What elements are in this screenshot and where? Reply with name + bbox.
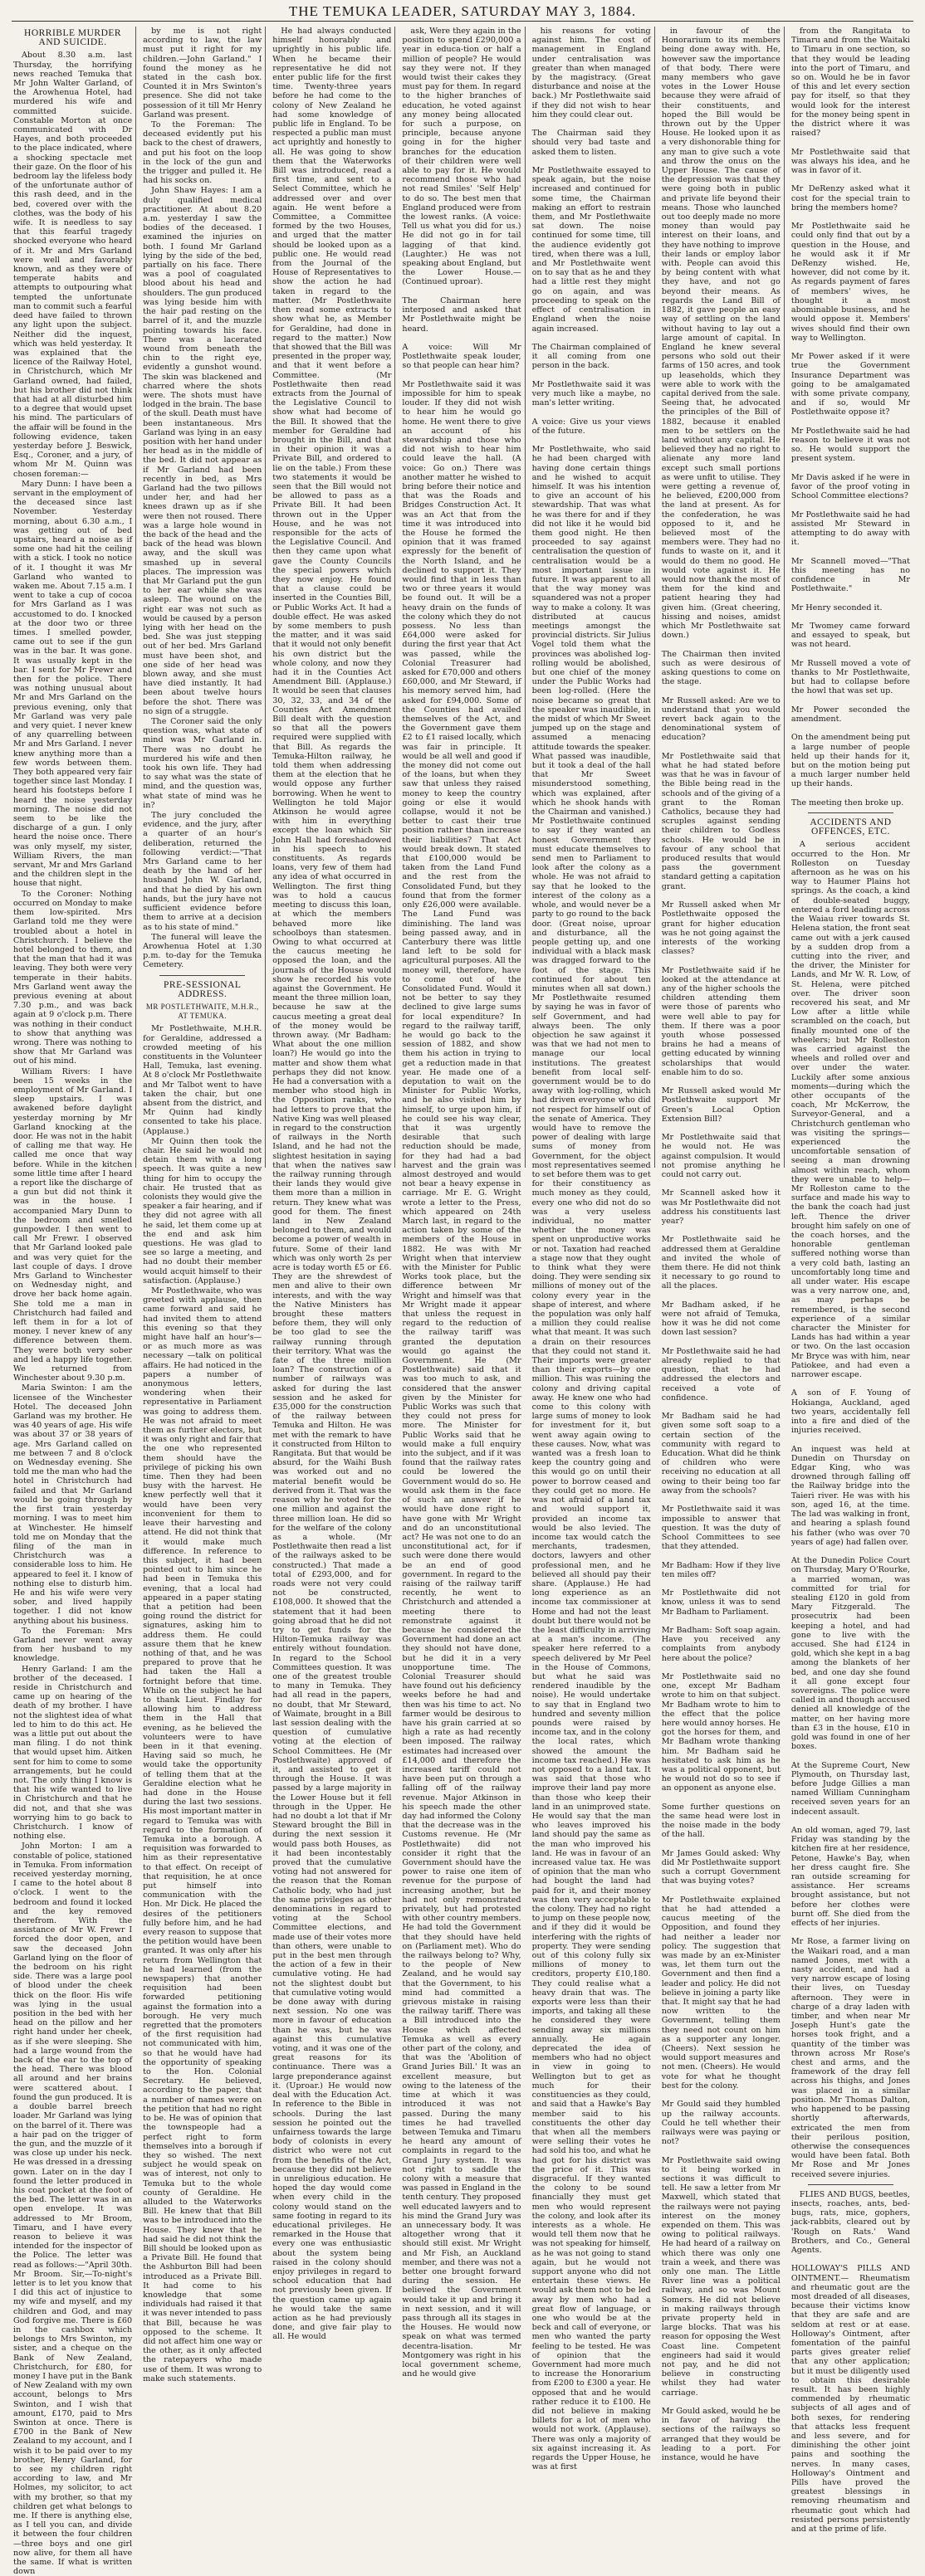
article-paragraph: To the Coroner: Nothing occurred on Monday to make them low-spirited. Mrs Garland told me they were troubled about a hotel in Christchurch. I believe the hotel belonged to them, and that the man that had it was leaving. They both were very temperate in their habits. Mrs Garland went away the previous evening at about 7.30 p.m., and was back again at 9 o'clock p.m. There was nothing in their conduct to show that anything was wrong. There was nothing to show that Mr Garland was out of his mind. [13,889,133,1066]
article-paragraph: The jury concluded the evidence, and the jury, after a quarter of an hour's deliberation, returned the following verdict:—"That Mrs Garland came to her death by the hand of her husband John W. Garland, and that he died by his own hands, but the jury have not sufficient evidence before them to arrive at a decision as to his state of mind." [143,811,262,932]
article-paragraph: Mr Postlethwaite, M.H.R. for Geraldine, addressed a crowded meeting of his constituents in the Volunteer Hall, Temuka, last evening. At 8 o'clock Mr Postlethwaite and Mr Talbot went to have taken the chair, but one absent from the district, and Mr Quinn had kindly consented to take his place. (Applause.) [143,1024,262,1136]
article-paragraph: To the Foreman: Mrs Garland never went away from her husband to my knowledge. [13,1626,133,1664]
address-subheadline: MR POSTLETHWAITE, M.H.R., AT TEMUKA. [145,1002,259,1021]
article-paragraph: Maria Swinton: I am the licensee of the Winchester Hotel. The deceased John Garland was my brother. He was 40 years of age. His wife was about 37 or 38 years of age. Mrs Garland called on me between 7 and 8 o'clock on Wednesday evening. She told me the man who had the hotel in Christchurch had failed and that Mr Garland would be going through by the first train yesterday morning. I was to meet him at Winchester. He himself told me on Monday that the filing of the man in Christchurch was a considerable loss to him. He appeared to feel it. I know of nothing else to disturb him. He and his wife were very sober, and lived happily together. I did not know anything about his business. [13,1383,133,1626]
article-paragraph: Mary Dunn: I have been a servant in the employment of the deceased since last November. Yesterday morning, about 6.30 a.m., I was getting out of bed upstairs, heard a noise as if some one had hit the ceiling with a stick. I took no notice of it. I thought it was Mr Garland who wanted to waken me. About 7.15 a.m. I went to take a cup of cocoa for Mrs Garland as I was accustomed to do. I knocked at the door two or three times. I smelled powder, came out to see if the gun was in the bar. It was gone. It was usually kept in the bar. I sent for Mr Frewr and then for the police. There was nothing unusual about Mr and Mrs Garland on the previous evening, only that Mr Garland was very pale and very quiet. I never knew of any quarrelling between Mr and Mrs Garland. I never knew anything more than a few words between them. They both appeared very fair together since last Monday. I heard his footsteps before I heard the noise yesterday morning. The noise did not seem to be like the discharge of a gun. I only heard the noise once. There was only myself, my sister, William Rivers, the man servant, Mr and Mrs Garland and the children slept in the house that night. [13,479,133,889]
article-paragraph: William Rivers: I have been 15 weeks in the employment of Mr Garland. I sleep upstairs. I was awakened before daylight yesterday morning by Mr Garland knocking at the door. He was not in the habit of calling me that way. He called me once that way before. While in the kitchen some little time after I heard a report like the discharge of a gun but did not think it was in the house. I accompanied Mary Dunn to the bedroom and smelled gunpowder. I then went to call Mr Frewr. I observed that Mr Garland looked pale and was very quiet for the last couple of days. I drove Mrs Garland to Winchester on Wednesday night, and drove her back home again. She told me a man in Christchurch had failed and left them in for a lot of money. I never knew of any difference between them. They were both very sober and led a happy life together. We returned from Winchester about 9.30 p.m. [13,1066,133,1383]
column-6 [660,27,785,2463]
article-paragraph: He had always conducted himself honorably and uprightly in his public life. When he became their representative he did not enter public life for the first time. Twenty-three years before he had come to the colony of New Zealand he had some knowledge of public life in England. To be respected a public man must act uprightly and honestly to all. He was going to show them that the Waterworks Bill was introduced, read a first time, and sent to a Select Committee, which he addressed over and over again. He went before a Committee, a Committee formed by the two Houses, and urged that the matter should be looked upon as a public one. He would read from the Journal of the House of Representatives to show the action he had taken in regard to the matter. (Mr Postlethwaite then read some extracts to show what he, as Member for Geraldine, had done in regard to the matter.) Now that showed that the Bill was presented in the proper way, and that it went before a Committee. (Mr Postlethwaite then read extracts from the Journal of the Legislative Council to show what had become of the Bill. It showed that the member for Geraldine had brought in the Bill, and that in their opinion it was a Private Bill, and ordered to lie on the table.) From these two statements it would be seen that the Bill would not be allowed to pass as a Private Bill. It had been thrown out in the Upper House, and he was not responsible for the acts of the Legislative Council. And then they came upon what gave the County Councils the special powers which they now enjoy. He found that a clause could be inserted in the Counties Bill, or Public Works Act. It had a double effect. He was asked by some members to push the matter, and it was said that it would not only benefit his own district but the whole colony, and now they had it in the Counties Act Amendment Bill. (Applause.) It would be seen that clauses 30, 32, 33, and 34 of the Counties Act Amendment Bill dealt with the question so that all the powers required were supplied with that Bill. As regards the Temuka-Hilton railway, he told them when addressing them at the election that he would oppose any further borrowing. When he went to Wellington he told Major Atkinson he would agree with him in everything except the loan which Sir John Hall had foreshadowed in his speech to his constituents. As regards loans, very few of them had any idea of what occurred in Wellington. The first thing was to hold a caucus meeting to discuss this loan, at which the members behaved more like schoolboys than statesmen. Owing to what occurred at the caucus meeting he opposed the loan, and the journals of the House would show he recorded his vote against the Government. He meant the three million loan, because he saw at the caucus meeting a great deal of the money would be thrown away. (Mr Badham: What about the one million loan?) He would go into the matter and show them what perhaps they did not know. He had a conversation with a member who stood high in the Opposition ranks, who had letters to prove that the Native King was well pleased in regard to the construction of railways in the North Island, and he had not the slightest hesitation in saying that when the natives saw the railway running through their lands they would give them more than a million in return. They knew what was good for them. The finest land in New Zealand belonged to them, and would become a power of wealth in future. Some of their land which was only worth 2s per acre is today worth £5 or £6. They are the shrewdest of men and alive to their own interests, and with the way the Native Ministers has brought these matters before them, they will only be too glad to see the railway running through their territory. What was the fate of the three million loan? The construction of a number of railways was asked for during the last session and he asked for £35,000 for the construction of the railway between Temuka and Hilton. He was met with the remark to have it constructed from Hilton to Rangitata. But that would be absurd, for the Waihi Bush was worked out and no material benefit would be derived from it. That was the reason why he voted for the one million and against the three million loan. He did so for the welfare of the colony as a whole. (Mr Postlethwaite then read a list of the railways asked to be constructed.) That made a total of £293,000, and for roads were not very could not be constructed, £108,000. It showed that the statement that it had been going abroad that he did not try to get funds for the Hilton-Temuka railway was entirely without foundation. In regard to the School Committees question. It was one of the greatest trouble to many in Temuka. They had all read in the papers, no doubt, that Mr Steward, of Waimate, brought in a Bill last session dealing with the question of cumulative voting at the election of School Committees. He (Mr Postlethwaite) approved of it, and assisted to get it through the House. It was passed by a large majority in the Lower House but it fell through in the Upper. He had no doubt a lot that if Mr Steward brought the Bill in during the next session it would pass both Houses, as it had been incontestably proved that the cumulative voting had not answered for the reason that the Roman Catholic body, who had just the same privileges as other denominations in regard to voting at the School Committee elections, and made use of their votes more than others, were unable to put in the best men through the action of a few in their cumulative voting. He had not the slightest doubt but that cumulative voting would be done away with during next session. No one was more in favour of education than he was, but he was against this cumulative voting, and it was one of the great reasons for its continuance. There was a large preponderance against it. (Uproar.) He would now deal with the Education Act. In reference to the Bible in schools. During the last session he pointed out the unfairness towards the large body of colonists in every district who were not cut from the benefits of the Act, because they did not believe in unreligious education. He hoped the day would come when every child in the colony would stand on the same footing in regard to its educational privileges. He remarked in the House that every one was enthusiastic about the system being raised in the colony should enjoy privileges in regard to school education that had not previously been given. If the question came up again he would take the same action as he had previously done, and give fair play to all. He would [272,27,392,2342]
address-headline: PRE-SESSIONAL ADDRESS. [164,979,242,999]
masthead-rule [12,21,913,22]
article-paragraph: ask, Were they again in the position to spend £290,000 a year in educa-tion or half a million of people? He would say they were not. If they would twist their cakes they must pay for them. In regard to the higher branches of education, he voted against any money being allocated for such a purpose, on principle, because anyone going in for the higher branches for the education of their children were well able to pay for it. He would recommend those who had not read Smiles' 'Self Help' to do so. The best men that England produced were from the lowest ranks. (A voice: Tell us what you did for us.) He did not go in for tail lagging of that kind. (Laughter.) He was not speaking about England, but the Lower House.—(Continued uproar). The Chairman here interposed and asked that Mr Postlethwaite might be heard. A voice: Will Mr Postlethwaite speak louder, so that people can hear him? Mr Postlethwaite said it was impossible for him to speak louder. If they did not wish to hear him he would go home. He went there to give an account of his stewardship and those who did not wish to hear him could leave the hall. (A voice: Go on.) There was another matter he wished to bring before their notice and that was the Roads and Bridges Construction Act. It was an Act that from the time it was introduced into the House he formed the opinion that it was framed expressly for the benefit of the North Island, and he declined to support it. They would find that in less than two or three years it would be found out. It will be a heavy drain on the funds of the colony which they do not possess. No less than £64,000 were asked for during the first year that Act was passed, while the Colonial Treasurer had asked for £70,000 and others £60,000, and Mr Steward, if his memory served him, had asked for £94,000. Some of the Counties had availed themselves of the Act, and the Government gave them £2 to £1 raised locally, which was fair in principle. It would be all well and good if the money did not come out of the loans, but when they saw that unless they raised money to keep the country going or else it would collapse, would it not be better to cast their true position rather than increase their liabilities? That Act would break down. It stated that £100,000 would be taken from the Land Fund and the rest from the Consolidated Fund, but they found that from the former only £26,000 were available. The Land Fund was diminishing. The land was being passed away, and in Canterbury there was little land left to be sold for agricultural purposes. All the money will, therefore, have to come out of the Consolidated Fund. Would it not be better to say they declined to give large sums for local expenditure? In regard to the railway tariff, he would go back to the session of 1882, and show them his action in trying to get a reduction made in that year. He made one of a deputation to wait on the Minister for Public Works, and he also visited him by himself, to urge upon him, if he could see his way clear, that it was urgently desirable that such reduction should be made, for they had had a bad harvest and the grain was almost destroyed and would not bear a heavy expense in carriage. Mr E. G. Wright wrote a letter to the Press, which appeared on 24th March last, in regard to the action taken by some of the members of the House in 1882. He was with Mr Wright when that interview with the Minister for Public Works took place, but the difference between Mr Wright and himself was that Mr Wright made it appear that unless the request in regard to the reduction of the railway tariff was granted the deputation would go against the Government. He (Mr Postlethwaite) said that it was too much to ask, and considered that the answer given by the Minister for Public Works was such that they could not press for more. The Minister for Public Works said that he would make a full enquiry into the subject, and if it was found that the railway rates could be lowered the Government would do so. He would ask them in the face of such an answer if he would have done right to have gone with Mr Wright and do an unconstitutional act? He was not one to do an unconstitutional act, for if such were done there would be an end of good government. In regard to the raising of the railway tariff recently, he went to Christchurch and attended a meeting there to remonstrate against it because he considered the Government had done an act they should not have done, but he did it in a very unopportune time. The Colonial Treasurer should have found out his deficiency weeks before he had and then was his time to act. No farmer would be desirous to have his grain carried at so high a rate as had recently been imposed. The railway estimates had increased over £14,000 and therefore the increased tariff could not have been put on through a falling off of the railway revenue. Major Atkinson in his speech made the other day had informed the Colony that the decrease was in the Customs revenue. He (Mr Postlethwaite) did not consider it right that the Government should have the power to raise one item of revenue for the purpose of increasing another, but he had not only remonstrated privately, but had protested with other country members. He had told the Government that they should have held on (Parliament met). Who do the railways belong to? Why, to the people of New Zealand, and he would say that the Government, to his mind had committed a grievous mistake in raising the railway tariff. There was a Bill introduced into the House which affected Temuka as well as every other part of the colony, and that was the 'Abolition of Grand Juries Bill.' It was an excellent measure, but owing to the lateness of the time at which it was introduced it was not passed. During the many times he had travelled between Temuka and Timaru he heard any amount of complaints in regard to the Grand Jury system. It was not right to saddle the colony with a measure that was passed in England in the tenth century. They proposed well educated lawyers and to his mind the Grand Jury was an unnecessary body. It was altogether wrong that it should still exist. Mr Wright and Mr Fish, an Auckland member, and there was not a better one brought forward during the session. He believed the Government would take it up and bring it in next session, and it will pass through all its stages in the Houses. He would now speak on what was termed decentra-lisation. Mr Montgomery was right in his local government scheme, and he would give [402,27,521,2379]
column-4 [400,27,525,2379]
article-paragraph: John Shaw Hayes: I am a duly qualified medical practitioner. At about 8.20 a.m. yesterday I saw the bodies of the deceased. I examined the injuries on both. I found Mr Garland lying by the side of the bed, partially on his face. There was a pool of coagulated blood about his head and shoulders. The gun produced was lying beside him with the hair pad resting on the barrel of it, and the muzzle pointing towards his face. There was a lacerated wound from beneath the chin to the right eye, evidently a gunshot wound. The skin was blackened and charred where the shots were. The shots must have lodged in the brain. The base of the skull. Death must have been instantaneous. Mrs Garland was lying in an easy position with her hand under her head as in the middle of the bed. It did not appear as if Mr Garland had been recently in bed, as Mrs Garland had the two pillows under her, and had her knees drawn up as if she were then not roused. There was a large hole wound in the back of the head and the back of the head was blown away, and the skull was smashed up in several places. The impression was that Mr Garland put the gun to her ear while she was asleep. The wound on the right ear was not such as would be caused by a person lying with her head on the bed. She was just stepping out of her bed. Mrs Garland must have been shot, and one side of her head was blown away, and she must have died instantly. It had been about twelve hours before the shot. There was no sign of a struggle. [143,186,262,716]
column-3 [271,27,395,2342]
article-paragraph: Henry Garland: I am the brother of the deceased. I reside in Christchurch and came up on hearing of the death of my brother. I have not the slightest idea of what led to him to do this act. He was a little put out about the man filing. I do not think that would upset him. Aitken sent for him to come to some arrangements, but he could not. The only thing I know is that his wife wanted to live in Christchurch and that he did not, and that she was worrying him to go back to Christchurch. I know of nothing else. [13,1664,133,1842]
article-paragraph: his reasons for voting against him. The cost of management in England under centralisation was greater than when managed by the magistracy. (Great disturbance and noise at the back.) Mr Postlethwaite said if they did not wish to hear him they could clear out. The Chairman said they should very bad taste and asked them to listen. Mr Postlethwaite essayed to speak again, but the noise increased and continued for some time, the Chairman making an effort to restrain them, and Mr Postlethwaite sat down. The noise continued for some time, till the audience evidently got tired, when there was a lull, and Mr Postlethwaite went on to say that as he and they had a little rest they might go on again, and was proceeding to speak on the effect of centralisation in England when the noise again increased. The Chairman complained of it all coming from one person in the back. Mr Postlethwaite said it was very much like a maybe, no man's letter writing. A voice: Give us your views of the future. Mr Postlethwaite, who said he had been charged with having done certain things and he wished to acquit himself. It was his intention to give an account of his stewardship. That was what he was there for and if they did not like it he would bid them good night. He then proceeded to say against centralisation the question of centralisation would be a most important issue in future. It was apparent to all that the way money was squandered was not a proper way to make a colony. It was distributed at caucus meetings amongst the provincial districts. Sir Julius Vogel told them what the provinces was abolished log-rolling would be abolished, but one chief of the money under the Public Works had been log-rolled. (Here the noise became so great that the speaker was inaudible, in the midst of which Mr Sweet jumped up on the stage and assumed a menacing attitude towards the speaker. What passed was inaudible, but it took a deal of the hall that Mr Sweet misunderstood something, which was explained, after which he shook hands with the Chairman and vanished.) Mr Postlethwaite continued to say if they wanted an honest Government they must educate themselves to send men to Parliament to look after the colony as a whole. He was not afraid to say that he looked to the interest of the colony as a whole, and would never be a party to go round to the back door. (Great noise, uproar and disturbance, all the people getting up, and one individual with a black mask was dragged forward to the foot of the stage. This continued for about ten minutes when all sat down.) Mr Postlethwaite resumed by saying he was in favor of self Government, and had always been. The only objection he saw against it was that we had not men to manage our local institutions. The greatest benefit from local self-government would be to do away with log-rolling, which had driven everyone who did not respect for himself out of the senate of America. They would have to remove the power of dealing with large sums of money from Government, for the object most representatives seemed to set before them was to get for their constituency as much money as they could, every one who did not do so was a very useless individual, no matter whether the money was spent on unproductive works or not. Taxation had reached a stage now that they ought to think what they were doing. They were sending six millions of money out of the colony every year in the shape of interest, and where the population was only half a million they could realise what that meant. It was such a drain on their resources that they could not stand it. Their imports were greater than their exports—by one million. This was ruining the colony and driving capital away. He knew one who had come to this colony with large sums of money to look for investment for it, but went away again owing to these causes. Now, what was wanted was a fresh loan to keep the country going and this would go on until their power to borrow ceased and they could get no more. He was not afraid of a land tax and would support it, provided an income tax would be also levied. The income tax would catch the merchants, tradesmen, doctors, lawyers and other professional men, and he believed all should pay their share. (Applause.) He had long experience as an income tax commissioner at Home and had not the least doubt but there would not be the least difficulty in arriving at a man's income. (The speaker here referred to a speech delivered by Mr Peel in the House of Commons, but what he said was rendered inaudible by the noise). He would undertake to say that in England two hundred and seventy million pounds were raised by income tax, and in the colony the local rates, which showed the amount the income tax reached.) He was not opposed to a land tax. It was said that those who improve their land pay more than those who keep their land in an unimproved state. He would say that the man who leaves improved his land should pay the same as the man who improved his land. He was in favour of an increased value tax. He was of opinion that the man who had bought the land had paid for it, and their money was then very acceptable to the colony. They had no right to jump on these people now, and if they did it would be interfering with the rights of property. They were sending out of this colony fully six millions of money to creditors, property £10,180. They could realise what a heavy drain that was. The exports were less than their imports, and taking all these he considered they were sending away six millions annually. He again deprecated the idea of members who had no object in view in going to Wellington but to get as much for their constituencies as they could, and said that a Hawke's Bay member said to his constituents the other day that when all the members were selling their votes he had sold his too, and what he had got for his district was the price of it. This was disgraceful. If they wanted the colony to be sound financially they must get men who would represent the colony, and look after its interests as a whole. He would tell them now that he was not speaking for himself, as he was not going to stand again, but he would not support anyone who did not entertain these views. He would ask them not to be led away by men who had a great flow of language, or one who would be at the beck and call of everyone, or men who wanted the party feeling to be tested. He was of opinion that the Government had more much to increase the Honorarium from £200 to £300 a year. He opposed that and he would rather reduce it to £100. He did not believe in making billets for a lot of men who would not work. (Applause). There was only a majority of six against increasing it. As regards the Upper House, he was at first [531,27,651,2472]
article-paragraph: To the Foreman: The deceased evidently put his back to the chest of drawers, and put his foot on the loop in the lock of the gun and the trigger and pulled it. He had his socks on. [143,120,262,186]
column-1 [12,27,136,2576]
article-paragraph: The funeral will leave the Arowhenua Hotel at 1.30 p.m. to-day for the Temuka Cemetery. [143,932,262,970]
article-paragraph: by me is not right according to law, the law must put it right for my children.—John Garland." I found the money as he stated in the cash box. Counted it in Mrs Swinton's presence. She did not take possession of it till Mr Henry Garland was present. [143,27,262,120]
article-paragraph: The Coroner said the only question was, what state of mind was Mr Garland in. There was no doubt he murdered his wife and then took his own life. They had to say what was the state of mind, and the question was, what state of mind was he in? [143,717,262,810]
column-7 [790,27,913,2535]
accidents-headline: ACCIDENTS AND OFFENCES, ETC. [810,817,892,837]
column-2 [141,27,266,2383]
article-paragraph: Mr Quinn then took the chair. He said he would not detain them with a long speech. It was quite a new thing for him to occupy the chair. He trusted that as colonists they would give the speaker a fair hearing, and if they did not agree with all he said, let them come up at the end and ask him questions. He was glad to see so large a meeting, and had no doubt their member would acquit himself to their satisfaction. (Applause.) [143,1136,262,1286]
section-divider [808,2184,893,2185]
masthead [0,0,925,23]
article-paragraph: About 8.30 a.m. last Thursday, the horrifying news reached Temuka that Mr John Walter Garland, of the Arowhenua Hotel, had murdered his wife and committed suicide. Constable Morton at once communicated with Dr Hayes, and both proceeded to the place indicated, where a shocking spectacle met their gaze. On the floor of his bedroom lay the lifeless body of the unfortunate author of this rash deed, and in the bed, covered over with the clothes, was the body of his wife. It is needless to say that this fearful tragedy shocked everyone who heard of it. Mr and Mrs Garland were well and favorably known, and as they were of temperate habits and attempts to outpouring what tempted the unfortunate man to commit such a fearful deed have failed to thrown any light upon the subject. Neither did the inquest, which was held yesterday. It was explained that the licence of the Railway Hotel, in Christchurch, which Mr Garland owned, had failed, but his brother did not think that had at all disturbed him to a degree that would upset his mind. The particulars of the affair will be found in the following evidence, taken yesterday before J. Beswick, Esq., Coroner, and a jury, of whom Mr M. Quinn was chosen foreman:— [13,51,133,479]
section-divider [808,812,893,813]
column-5 [531,27,655,2472]
article-paragraph: from the Rangitata to Timaru and from the Waitaki to Timaru in one section, so that they would be leading into the port of Timaru, and so on. Would he be in favor of this and let every section pay for itself, so that they would look for the interest for the money being spent in the district where it was raised? Mr Postlethwaite said that was always his idea, and he was in favor of it. Mr DeRenzy asked what it cost for the special train to bring the members home? Mr Postlethwaite said he could only find that out by a question in the House, and he would ask it if Mr DeRenzy wished. He, however, did not come by it. As regards payment of fares of members' wives, he thought it a most abominable business, and he would oppose it. Members' wives should find their own way to Wellington. Mr Power asked if it were true the Government Insurance Department was going to be amalgamated with some private company, and if so, would Mr Postlethwaite oppose it? Mr Postlethwaite said he had reason to believe it was not so. He would support the present system. Mr Davis asked if he were in favor of the proof voting in School Committee elections? Mr Postlethwaite said he had assisted Mr Steward in attempting to do away with it. Mr Scannell moved—"That this meeting has no confidence in Mr Postlethwaite." Mr Henry seconded it. Mr Twomey came forward and essayed to speak, but was not heard. Mr Russell moved a vote of thanks to Mr Postlethwaite, but had to collapse before the howl that was set up. Mr Power seconded the amendment. On the amendment being put a large number of people held up their hands for it, but on the motion being put a much larger number held up their hands. The meeting then broke up. [790,27,910,807]
section-divider [159,975,245,976]
advertisement: FLIES AND BUGS, beetles, insects, roaches, ants, bed-bugs, rats, mice, gophers, jack-rabbits, cleared out by 'Rough on Rats.' Wand Brothers, and Co., General Agents. HOLLOWAY'S PILLS AND OINTMENT.— Rheumatism and rheumatic gout are the most dreaded of all diseases, because their victims know that they are safe and are seldom at rest or at ease. Holloway's Ointment, after fomentation of the painful parts gives greater relief that any other application; but it must be diligently used to obtain this desirable result. It has been highly commended by rheumatic subjects of all ages and of both sexes, for rendering that attacks less frequent and less severe, and for diminishing the other joint pains and soothing the nerves. In many cases, Holloway's Ointment and Pills have proved the greatest blessings in removing rheumatism and rheumatic gout which had resisted persons persistently and at the prime of life. [790,2189,910,2535]
article-paragraph: John Morton: I am a constable of police, stationed in Temuka. From information received yesterday morning, I came to the hotel about 8 o'clock. I went to the bedroom and found it locked and the key removed therefrom. With the assistance of Mr W. Frewr I forced the door open, and saw the deceased John Garland lying on the floor of the bedroom on his right side. There was a large pool of blood under the cheek thick on the floor. His wife was lying in the usual position in the bed with her head on the pillow and her right hand under her cheek, as if she were sleeping. She had a large wound from the back of the ear to the top of the head. There was blood all around and her brains were scattered about. I found the gun produced. It is a double barrel breech loader. Mr Garland was lying on the barrel of it. There was a hair pad on the trigger of the gun, and the muzzle of it was close up under his neck. He was dressed in a dressing gown. Later on in the day I found the letter produced in his coat pocket at the foot of the bed. The letter was in an open envelope. It was addressed to Mr Broom, Timaru, and I have every reason to believe it was intended for the inspector of the Police. The letter was read as follows:—"April 30th. Mr Broom. Sir,—To-night's letter is to let you know that I did this act of injustice to my wife and myself, and my children and God, and may God forgive me. There is £60 in the cashbox which belongs to Mrs Swinton, my sister, and a cheque on the Bank of New Zealand, Christchurch, for £80, for money I have put in the Bank of New Zealand with my own account, belongs to Mrs Swinton, and I wish that amount, £170, paid to Mrs Swinton at once. There is £700 in the Bank of New Zealand to my account, and I wish it to be paid over to my brother, Henry Garland, for to see my children right according to law, and Mr Holmes, my solicitor, to act with my brother, so that my children get what belongs to me. If there is anything else, as I tell you can, and divide it between the four children —three boys and one girl now alive, for them all have the same. If what is written down [13,1842,133,2576]
newspaper-title: THE TEMUKA LEADER, SATURDAY MAY 3, 1884. [288,3,637,19]
article-paragraph: in favour of the Honorarium to its members being done away with. He, however saw the importance of that body. There were many members who gave votes in the Lower House because they were afraid of their constituents, and hoped the Bill would be thrown out by the Upper House. He looked upon it as a very dishonorable thing for any man to give such a vote and throw the onus on the Upper House. The cause of the depression was that they were going both in public and private life beyond their means. Those who launched out too deeply made no more money than would pay interest on their loans, and they have nothing to improve their lands or employ labor with. People can avoid this by being content with what they have, and not go beyond their means. As regards the Land Bill of 1882, it gave people an easy way of settling on the land without having to lay out a large amount of capital. In England he knew several persons who sold out their farms of 150 acres, and took up leaseholds, which they were able to work with the capital derived from the sale. Seeing that, he advocated the principles of the Bill of 1882, because it enabled men to be settlers on the land without any capital. He believed they had no right to alienate any more land except such small portions as were unfit to utilise. They were getting a revenue of, he believed, £200,000 from the land at present. As for the confederation, he was opposed to it, and he believed most of the members were. They had no funds to waste on it, and it would do them no good. He would vote against it. He would now thank the most of them for the kind and patient hearing they had given him. (Great cheering, hissing and noises, amidst which Mr Postlethwaite sat down.) The Chairman then invited such as were desirous of asking questions to come on the stage. Mr Russell asked: Are we to understand that you would revert back again to the denominational system of education? Mr Postlethwaite said that what he had stated before was that he was in favour of the Bible being read in the schools and of the giving of a grant to the Roman Catholics, because they had scruples against sending their children to Godless schools. He would be in favour of any school that produced results that would pass the government standard getting a capitation grant. Mr Russell asked when Mr Postlethwaite opposed the grant for higher education was he not going against the interests of the working classes? Mr Postlethwaite said if he looked at the attendance at any of the higher schools the children attending them were those of parents who were well able to pay for them. If there was a poor youth whose possessed brains he had a means of getting educated by winning scholarships that would enable him to do so. Mr Russell asked would Mr Postlethwaite support Mr Green's Local Option Extension Bill? Mr Postlethwaite said that he would not. He was against compulsion. It would not promise anything he could not carry out. Mr Scannell asked how it was Mr Postlethwaite did not address his constituents last year? Mr Postlethwaite said he addressed them at Geraldine and invited the whole of them there. He did not think it necessary to go round to all the places. Mr Badham asked, if he were not afraid of Temuka, how it was he did not come down last session? Mr Postlethwaite said he had already replied to that question, that he had addressed the electors and received a vote of confidence. Mr Badham said he had given some soft soap to a certain section of the community with regard to Education. What did he think of children who were receiving no education at all owing to their being too far away from the schools? Mr Postlethwaite said it was impossible to answer that question. It was the duty of School Committees to see that they attended. Mr Badham: How if they live ten miles off? Mr Postlethwaite did not know, unless it was to send Mr Badham to Parliament. Mr Badham: Soft soap again. Have you received any complaints from anybody here about the police? Mr Postlethwaite said no one, except Mr Badham wrote to him on that subject. Mr Badham wrote to him to the effect that the police here would annoy horses. He got the horses for them, and Mr Badham wrote thanking him. Mr Badham said he hesitated to ask him as he was a political opponent, but he would not do so to see if an opponent as anyone else. Some further questions on the same head were lost in the noise made in the body of the hall. Mr James Gould asked: Why did Mr Postlethwaite support such a corrupt Government that was buying votes? Mr Postlethwaite explained that he had attended a caucus meeting of the Opposition, and found they had neither a leader nor policy. The suggestion that was made by an ex-Minister was, let them turn out the Government and then find a leader and policy. He did not believe in joining a party like that. It might say that he had now written to the Government, telling them they need not count on him as a supporter any longer. (Cheers). Next session he would support measures and not men. (Cheers). He would vote for what he thought best for the colony. Mr Gould said they humbled up the railway accounts. Could he tell whether their railways were was paying or not? Mr Postlethwaite said owing to it being worked in sections it was difficult to tell. He saw a letter from Mr Maxwell, which stated that the railways were not paying interest on the money expended on them. This was owing to political railways. He had heard of a railway on which there was only one train a week, and there was only one man. The Little River line was a political railway, and so was Mount Somers. He did not believe in making railways through private property held in large blocks. That was his reason for opposing the West Coast line. Competent engineers had said it would not pay, and he did not believe in constructing whilst they had water carriage. Mr Gould asked, would he be in favor of having the sections of the railways so arranged that they would be leading to a port. For instance, would he have [661,27,781,2463]
page-columns [12,27,913,2576]
article-paragraph: A serious accident occurred to the Hon. Mr Rolleston on Tuesday afternoon as he was on his way to Haumer Plains hot springs. As the coach, a kind of double-seated buggy, entered a ford leading across the Waiau river towards St. Helena station, the front seat came out with a jerk caused by a sudden drop from a cutting into the river, and the driver, the Minister for Lands, and Mr W. R. Low, of St. Helena, were pitched over. The driver soon recovered his seat, and Mr Low after a little while scrambled on the coach, but finally mounted one of the wheelers; but Mr Rolleston was carried against the wheels and rolled over and over under the water. Luckily after some anxious moments—during which the other occupants of the coach, Mr McKerrow, the Surveyor-General, and a Christchurch gentleman who was visiting the springs—experienced the uncomfortable sensation of seeing a man drowning almost within reach, whom they were unable to help—Mr Rolleston came to the surface and made his way to the bank the coach had just left. Thence the driver brought him safely on one of the coach horses, and the honorable gentleman suffered nothing worse than a very cold bath, lasting an uncomfortably long time and all under water. His escape was a very narrow one, and, as may perhaps be remembered, is the second experience of a similar character the Minister for Lands has had within a year or two. On the last occasion Mr Bryce was with him, near Patiokee, and had even a narrower escape. A son of F. Young of Hokianga, Auckland, aged two years, accidentally fell into a fire and died of the injuries received. An inquest was held at Dunedin on Thursday on Edgar King, who was drowned through falling off the Railway bridge into the Taieri river. He was with his son, aged 16, at the time. The lad was walking in front, and hearing a splash found his father (who was over 70 years of age) had fallen over. At the Dunedin Police Court on Thursday, Mary O'Rourke, a married woman, was committed for trial for stealing £120 in gold from Mary Fitzgerald. The prosecutrix had been keeping a hotel, and had gone to live with the accused. She had £124 in gold, which she kept in a bag among the blankets of her bed, and one day she found it all gone except four sovereigns. The police were called in and though accused denied all knowledge of the matter, on her having more than £3 in the house, £10 in gold was found in one of her boxes. At the Supreme Court, New Plymouth, on Thursday last, before Judge Gillies a man named William Cunningham received seven years for an indecent assault. An old woman, aged 79, last Friday was standing by the kitchen fire at her residence, Petone, Hawke's Bay, when her dress caught fire. She ran outside screaming for assistance. Her screams brought assistance, but not before her clothes were burnt off. She died from the effects of her injuries. Mr Rose, a farmer living on the Waikari road, and a man named Jones, met with a nasty accident, and had a very narrow escape of losing their lives, on Tuesday afternoon. They were in charge of a dray laden with timber, and when near Mr Joseph Hunt's gate the horses took fright, and a quantity of the timber was thrown across Mr Rose's chest and arms, and the framework of the dray fell across his thighs, and Jones was placed in a similar position. Mr Thomas Dalton, who happened to be passing shortly afterwards, extricated the men from their perilous position, otherwise the consequences would have been fatal. Both Mr Rose and Mr Jones received severe injuries. [790,840,910,2179]
article-paragraph: Mr Postlethwaite, who was greeted with applause, then came forward and said he had invited them to attend this evening so that they might have half an hour's—or as much more as was necessary —talk on political affairs. He had noticed in the papers a number of anonymous letters, wondering when their representative in Parliament was going to address them. He was not afraid to meet them as further electors, but it was only right and fair that the one who represented them should have the privilege of picking his own time. Then they had been busy with the harvest. He knew perfectly well that it would have been very inconvenient for them to leave their harvesting and attend. He did not think that it would make much difference. In reference to this subject, it had been pointed out to him since he had been in Temuka this evening, that a local had appeared in a paper stating that a petition had been going round the district for signatures, asking him to address them. He could assure them that he knew nothing of that, and he was prepared to prove that he had taken the Hall a fortnight before that time. While on the subject he had to thank Lieut. Findlay for allowing him to address them in the Hall that evening, as he believed the volunteers were to have been in it that evening. Having said so much, he would take the opportunity of telling them that at the Geraldine election what he had done in the House during the last two sessions. His most important matter in regard to Temuka was with regard to the formation of Temuka into a borough. A requisition was forwarded to him as their representative to that effect. On receipt of that requisition, he at once put himself into communication with the Hon. Mr Dick. He placed the desires of the petitioners fully before him, and he had every reason to suppose that the petition would have been granted. It was only after his return from Wellington that he had learned (from the newspapers) that another requisition had been forwarded petitioning against the formation into a borough. He very much regretted that the promoters of the first requisition had not communicated with him, so that he would have had the opportunity of speaking to the Hon. Colonial Secretary. He believed, according to the paper, that a number of names were on the petition that had no right to be. He was of opinion that the townspeople had a perfect right to form themselves into a borough if they so wished. The next subject he would speak on was of interest, not only to Temuka but to the whole county of Geraldine. He alluded to the Waterworks Bill. He knew that that Bill was to be introduced into the House. They knew that he had said he did not think the Bill should be looked upon as a Private Bill. He found that the Ashburton Bill had been introduced as a Private Bill. It had come to his knowledge that some individuals had raised it that it was never intended to pass that Bill, because he was opposed to the scheme. It did not affect him one way or the other, as it only affected the ratepayers who made use of them. It was wrong to make such statements. [143,1286,262,2383]
murder-headline: HORRIBLE MURDER AND SUICIDE. [24,28,122,48]
